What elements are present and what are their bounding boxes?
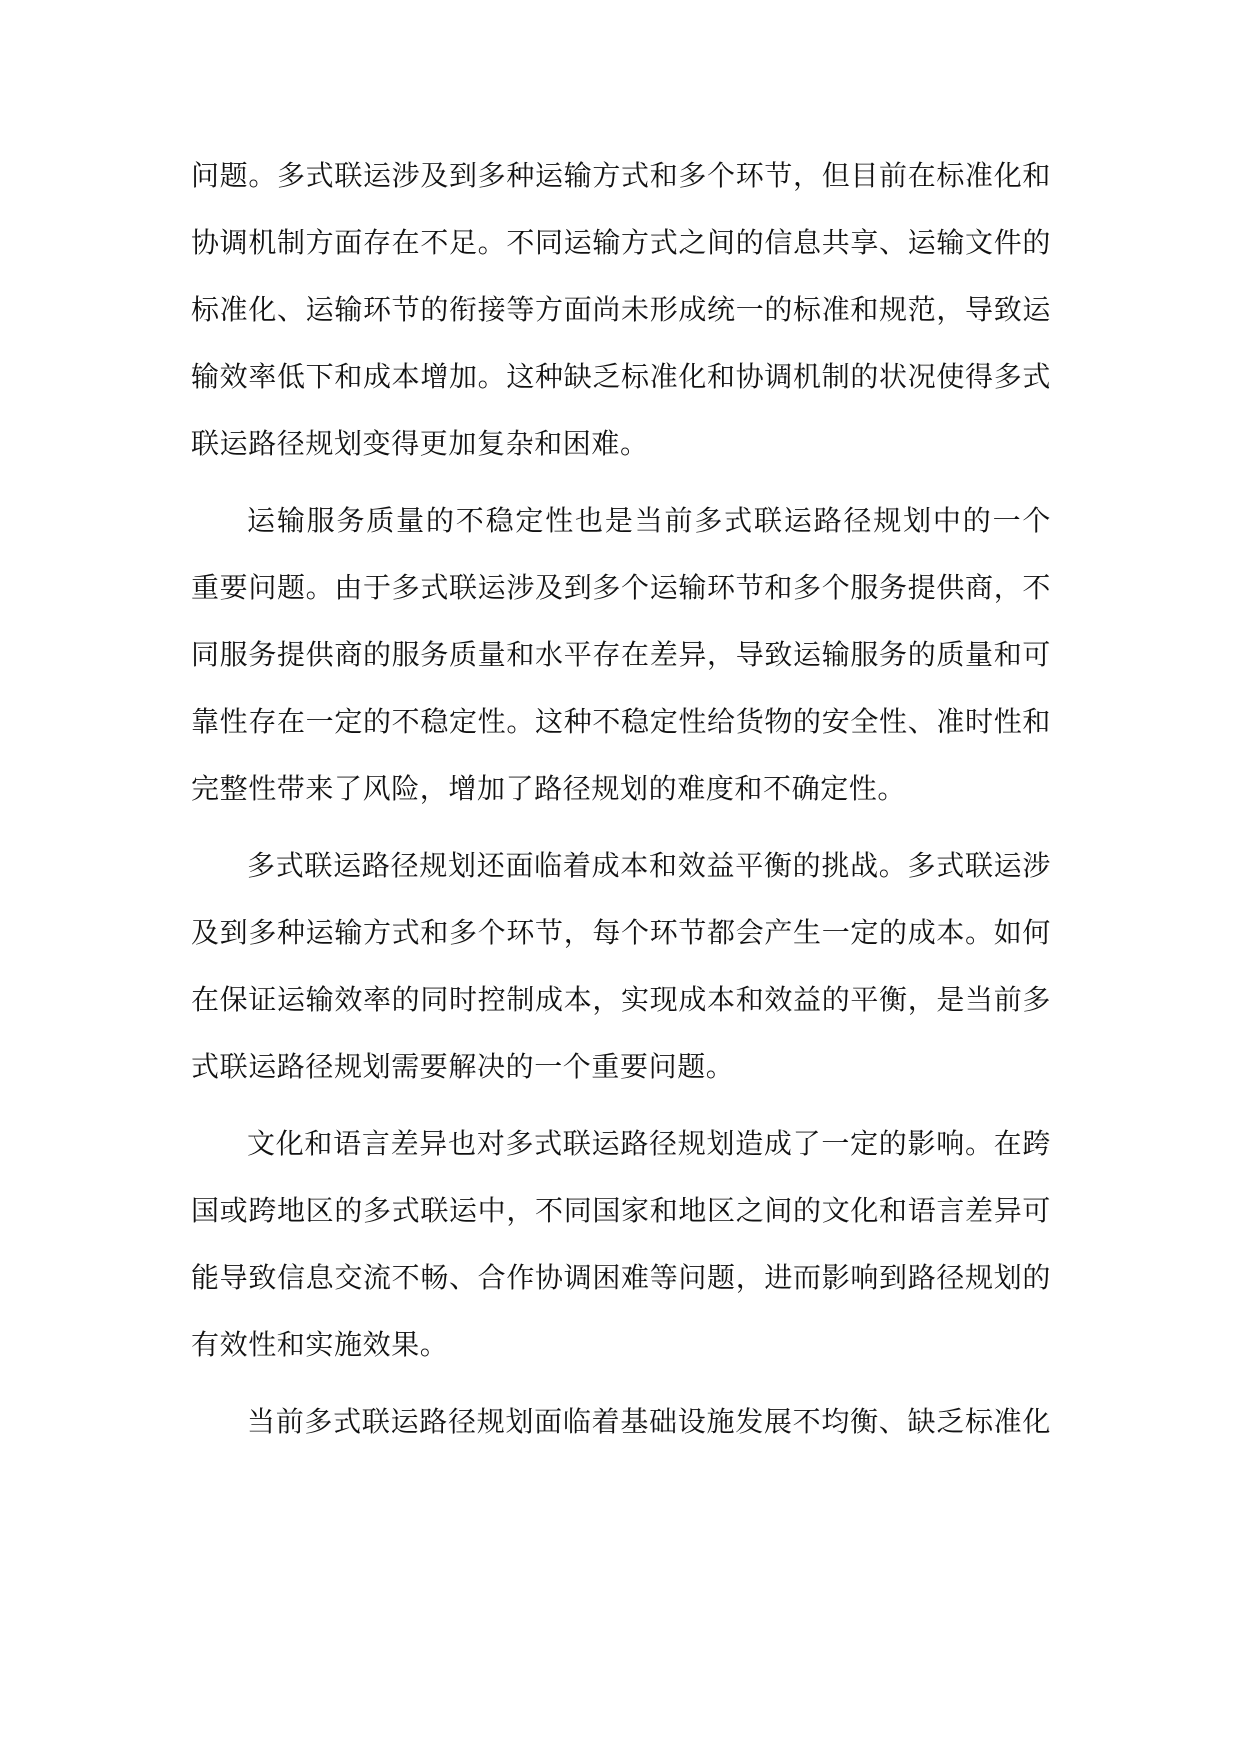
text-line: 重要问题。由于多式联运涉及到多个运输环节和多个服务提供商，不 xyxy=(191,571,1051,604)
text-line: 及到多种运输方式和多个环节，每个环节都会产生一定的成本。如何 xyxy=(191,916,1051,949)
paragraph-2 xyxy=(191,487,1051,822)
text-line: 国或跨地区的多式联运中，不同国家和地区之间的文化和语言差异可 xyxy=(191,1194,1051,1227)
paragraph-1 xyxy=(191,142,1051,477)
paragraph-gap xyxy=(191,822,1051,832)
text-line: 式联运路径规划需要解决的一个重要问题。 xyxy=(191,1050,735,1083)
text-line: 协调机制方面存在不足。不同运输方式之间的信息共享、运输文件的 xyxy=(191,226,1051,259)
text-line: 靠性存在一定的不稳定性。这种不稳定性给货物的安全性、准时性和 xyxy=(191,705,1051,738)
paragraph-3 xyxy=(191,832,1051,1100)
text-line: 同服务提供商的服务质量和水平存在差异，导致运输服务的质量和可 xyxy=(191,638,1051,671)
text-line: 当前多式联运路径规划面临着基础设施发展不均衡、缺乏标准化 xyxy=(247,1405,1051,1438)
text-line: 问题。多式联运涉及到多种运输方式和多个环节，但目前在标准化和 xyxy=(191,159,1051,192)
paragraph-gap xyxy=(191,1100,1051,1110)
text-line: 有效性和实施效果。 xyxy=(191,1328,449,1361)
text-line: 多式联运路径规划还面临着成本和效益平衡的挑战。多式联运涉 xyxy=(247,849,1051,882)
text-line: 联运路径规划变得更加复杂和困难。 xyxy=(191,427,649,460)
text-line: 能导致信息交流不畅、合作协调困难等问题，进而影响到路径规划的 xyxy=(191,1261,1051,1294)
text-line: 完整性带来了风险，增加了路径规划的难度和不确定性。 xyxy=(191,772,907,805)
body-text xyxy=(191,142,1051,1455)
text-line: 标准化、运输环节的衔接等方面尚未形成统一的标准和规范，导致运 xyxy=(191,293,1051,326)
text-line: 文化和语言差异也对多式联运路径规划造成了一定的影响。在跨 xyxy=(247,1127,1051,1160)
paragraph-4 xyxy=(191,1110,1051,1378)
paragraph-5 xyxy=(191,1388,1051,1455)
paragraph-gap xyxy=(191,477,1051,487)
text-line: 输效率低下和成本增加。这种缺乏标准化和协调机制的状况使得多式 xyxy=(191,360,1051,393)
text-line: 在保证运输效率的同时控制成本，实现成本和效益的平衡，是当前多 xyxy=(191,983,1051,1016)
paragraph-gap xyxy=(191,1378,1051,1388)
text-line: 运输服务质量的不稳定性也是当前多式联运路径规划中的一个 xyxy=(247,504,1051,537)
